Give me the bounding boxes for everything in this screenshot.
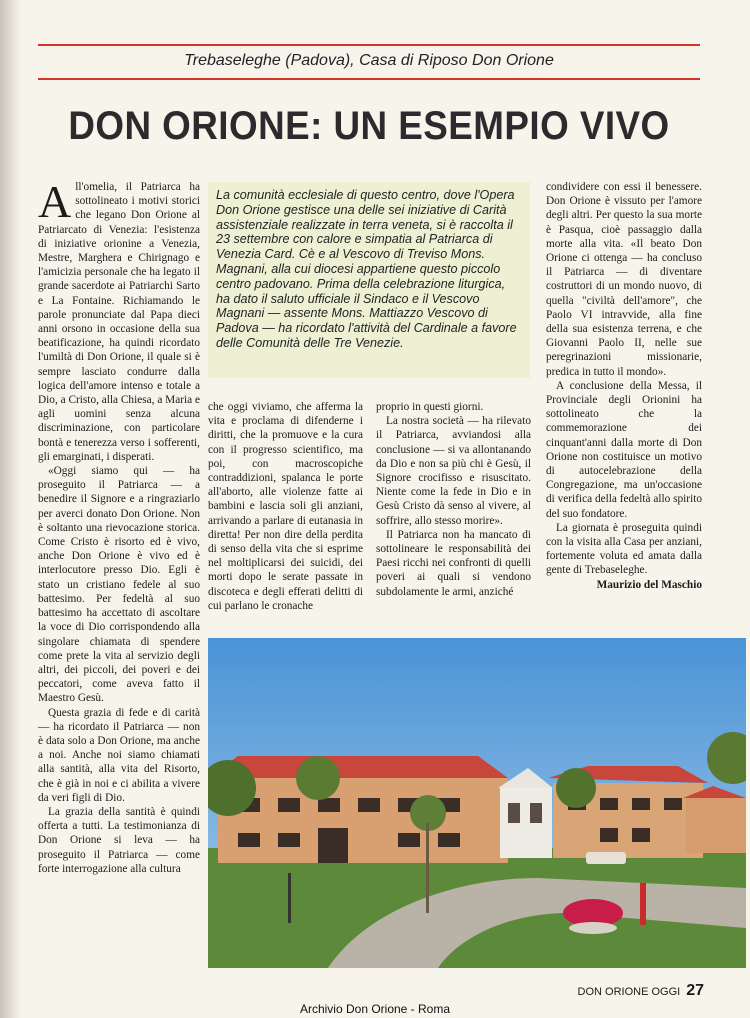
paragraph: «Oggi siamo qui — ha proseguito il Patriarca — a benedire il Signore e a ringraziarlo per averci donato Don Orione. Non è soltanto una rievocazione storica. Come Cristo è risorto ed è vivo, anche Don Orione è vivo ed è interlocutore presso Dio. Egli è stato un cristiano fedele al suo battesimo. Per fedeltà al suo battesimo ha accettato di ascoltare la voce di Dio corrispondendo alla singolare chiamata di spendere come prete la vita al servizio degli altri, dei piccoli, dei poveri e dei peccatori, come aveva fatto il Maestro Gesù. — [38, 465, 200, 705]
page-binding-shadow — [0, 0, 22, 1018]
author-signature: Maurizio del Maschio — [596, 578, 702, 591]
magazine-name: DON ORIONE OGGI — [577, 986, 681, 998]
page-number: 27 — [686, 982, 704, 999]
paragraph: Questa grazia di fede e di carità — ha ricordato il Patriarca — non è data solo a Don Orione, ma anche a noi. Anche noi siamo chiamati alla santità, alla vita del Risorto, che è già in noi e ci abilita a vivere da veri figli di Dio. — [38, 706, 200, 804]
paragraph: proprio in questi giorni. — [376, 401, 484, 413]
rest-home-photo — [208, 638, 746, 968]
paragraph: All'omelia, il Patriarca ha sottolineato i motivi storici che legano Don Orione al Patriarcato di Venezia: l'esistenza di iniziative orionine a Venezia, Mestre, Marghera e Chirignago e l'amicizia personale che ha legato il grande sacerdote ai Patriarchi Sarto e La Fontaine. Richiamando le parole pronunciate dal Papa dieci anni orsono in occasione della sua beatificazione, ha quindi ricordato l'umiltà di Don Orione, il quale si è sempre lasciato condurre dalla logica dell'amore intenso e totale a Dio, a Cristo, alla Chiesa, a Maria e agli uomini senza alcuna discriminazione, con particolare bontà e tenerezza verso i sofferenti, gli emarginati, i disperati. — [38, 176, 200, 463]
paragraph: condividere con essi il benessere. Don Orione è vissuto per l'amore degli altri. Per questo la sua morte è Pasqua, cioè passaggio dalla morte alla vita. «Il beato Don Orione ci ottenga — ha concluso il Patriarca — di diventare costruttori di un mondo nuovo, di quella "civiltà dell'amore", che Paolo VI intravvide, alla fine della sua esistenza terrena, e che Giovanni Paolo II, nelle sue peregrinazioni missionarie, predica in tutto il mondo». — [546, 181, 702, 378]
paragraph: che oggi viviamo, che afferma la vita e proclama di difenderne i diritti, che la promuove e la cura con il progresso scientifico, ma poi, con macroscopiche contraddizioni, spalanca le porte all'aborto, alle violenze fatte ai bambini e lascia soli gli anziani, arrivando a parlare di eutanasia in diretta! Per non dire della perdita di senso della vita che si esprime nel moltiplicarsi dei suicidi, dei morti dopo le serate passate in discoteca e degli efferati delitti di cui parlano le cronache — [208, 401, 363, 612]
building-illustration — [208, 638, 746, 968]
text-column-1 — [38, 176, 200, 876]
paragraph: A conclusione della Messa, il Provinciale degli Orionini ha sottolineato che la commemorazione dei cinquant'anni dalla morte di Don Orione non costituisce un motivo di autocelebrazione della Congregazione, ma un'occasione di verifica della fedeltà allo spirito del suo fondatore. — [546, 379, 702, 520]
text-column-4 — [546, 180, 702, 592]
bottom-red-rule — [38, 78, 700, 80]
drop-cap: A — [38, 176, 72, 227]
top-red-rule — [38, 44, 700, 46]
intro-highlight-box: La comunità ecclesiale di questo centro, dove l'Opera Don Orione gestisce una delle sei iniziative di Carità assistenziale realizzate in terra veneta, si è raccolta il 23 settembre con calore e simpatia al Patriarca di Venezia Card. Cè e al Vescovo di Treviso Mons. Magnani, alla cui diocesi appartiene questo piccolo centro padovano. Prima della celebrazione liturgica, ha dato il saluto ufficiale il Sindaco e il Vescovo Magnani — assente Mons. Mattiazzo Vescovo di Padova — ha ricordato l'attività del Cardinale a favore delle Comunità delle Tre Venezie. — [208, 182, 530, 378]
paragraph: Il Patriarca non ha mancato di sottolineare le responsabilità dei Paesi ricchi nei confronti di quelli poveri ai quali si vendono subdolamente le armi, anziché — [376, 528, 531, 598]
paragraph: La giornata è proseguita quindi con la visita alla Casa per anziani, fortemente voluta ed amata dalla gente di Trebaseleghe. — [546, 521, 702, 577]
magazine-footer — [578, 982, 704, 1000]
archive-credit: Archivio Don Orione - Roma — [299, 1002, 451, 1016]
paragraph: La nostra società — ha rilevato il Patriarca, avviandosi alla conclusione — si va allontanando da Dio e non sa più chi è Gesù, il Signore crocifisso e risuscitato. Niente come la fede in Dio e in Gesù Cristo dà senso al vivere, al soffrire, allo stesso morire». — [376, 415, 531, 527]
article-title: DON ORIONE: UN ESEMPIO VIVO — [68, 104, 670, 148]
text-column-2 — [208, 400, 363, 613]
article-kicker: Trebaseleghe (Padova), Casa di Riposo Don Orione — [184, 52, 554, 69]
paragraph: La grazia della santità è quindi offerta a tutti. La testimonianza di Don Orione si leva — ha proseguito il Patriarca — come forte interrogazione alla cultura — [38, 805, 200, 875]
text-column-3 — [376, 400, 531, 599]
